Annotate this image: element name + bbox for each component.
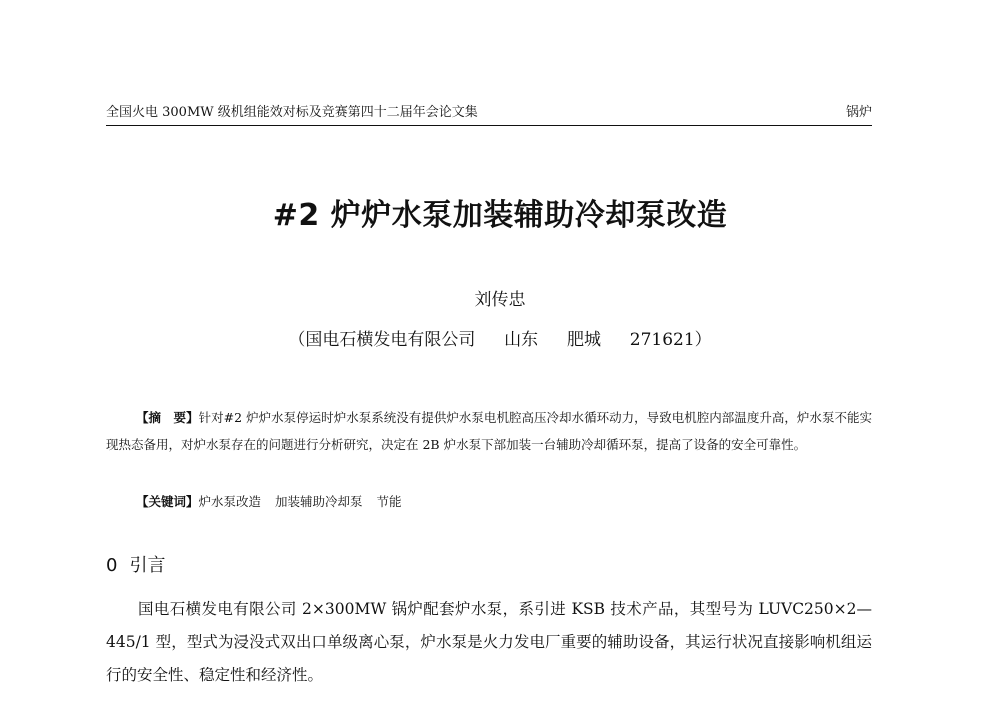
- abstract: [106, 404, 872, 458]
- affiliation-close-paren: ）: [694, 330, 712, 350]
- section-category: 锅炉: [845, 105, 872, 120]
- affiliation-city: 肥城: [566, 330, 601, 350]
- running-header: [106, 104, 872, 126]
- affiliation-org: 国电石横发电有限公司: [305, 330, 476, 350]
- keywords-label: 【关键词】: [136, 494, 199, 509]
- keywords: [136, 490, 872, 514]
- keyword-item: 节能: [376, 494, 402, 509]
- affiliation-postcode: 271621: [629, 330, 695, 350]
- paper-title: #2 炉炉水泵加装辅助冷却泵改造: [272, 198, 728, 233]
- abstract-text: 针对#2 炉炉水泵停运时炉水泵系统没有提供炉水泵电机腔高压冷却水循环动力，导致电机腔内部温度升高，炉水泵不能实现热态备用，对炉水泵存在的问题进行分析研究，决定在 2B 炉水泵下部加装一台辅助冷却循环泵，提高了设备的安全可靠性。: [106, 410, 872, 452]
- section-heading: [106, 551, 165, 577]
- body-paragraph: 国电石横发电有限公司 2×300MW 锅炉配套炉水泵，系引进 KSB 技术产品，其型号为 LUVC250×2—445/1 型，型式为浸没式双出口单级离心泵，炉水泵是火力发电厂重要的辅助设备，其运行状况直接影响机组运行的安全性、稳定性和经济性。: [106, 600, 872, 684]
- affiliation-province: 山东: [504, 330, 539, 350]
- journal-name: 全国火电 300MW 级机组能效对标及竞赛第四十二届年会论文集: [106, 105, 478, 120]
- keyword-item: 加装辅助冷却泵: [275, 494, 363, 509]
- section-number: 0: [106, 555, 118, 576]
- abstract-label: 【摘 要】: [136, 410, 199, 425]
- keyword-item: 炉水泵改造: [198, 494, 262, 509]
- affiliation: [0, 325, 1000, 350]
- section-title: 引言: [129, 555, 166, 576]
- author-name: 刘传忠: [474, 290, 526, 310]
- affiliation-open-paren: （: [288, 330, 306, 350]
